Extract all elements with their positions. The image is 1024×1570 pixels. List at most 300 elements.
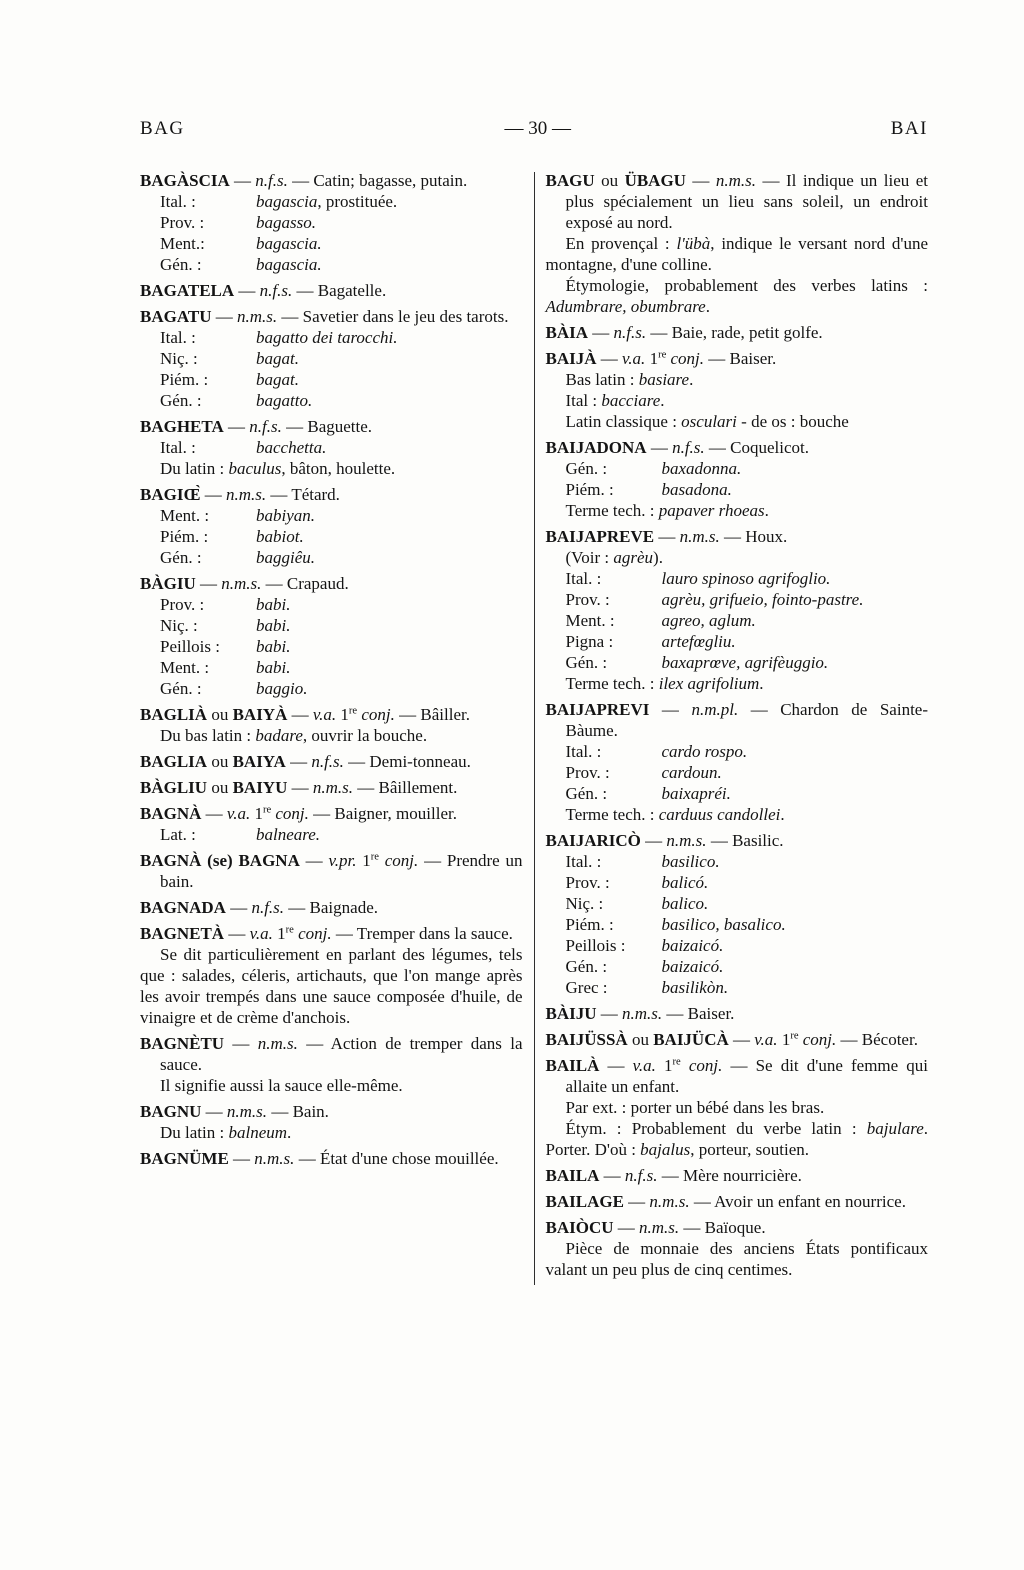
entry-headline	[140, 280, 523, 301]
language-label: Niç. :	[565, 894, 604, 913]
translation-value	[662, 568, 831, 589]
entry-headline	[140, 897, 523, 918]
translation-row	[140, 191, 523, 212]
text-run: —	[234, 281, 260, 300]
translation-value	[662, 741, 748, 762]
italic-term: v.a.	[226, 804, 251, 823]
italic-term: conj.	[384, 851, 419, 870]
text-run: —	[201, 1102, 227, 1121]
headword: BÀGLIU	[140, 778, 208, 797]
entry-note	[140, 1075, 523, 1096]
text-run: —	[287, 705, 313, 724]
language-label: Ital. :	[160, 192, 196, 211]
dictionary-entry	[140, 1033, 523, 1096]
translation-value	[256, 233, 322, 254]
text-run: — Baiser.	[662, 1004, 735, 1023]
text-run: , bâton, houlette.	[281, 459, 396, 478]
translation-row	[546, 851, 929, 872]
text-run: , ouvrir la bouche.	[302, 726, 428, 745]
language-label: Niç. :	[160, 616, 198, 635]
text-run: Ital :	[565, 391, 602, 410]
entry-note	[546, 1238, 929, 1280]
dictionary-entry	[140, 1101, 523, 1143]
translation-row	[140, 615, 523, 636]
italic-term: v.a.	[632, 1056, 656, 1075]
text-run: .	[780, 805, 785, 824]
italic-term: agreo, aglum.	[661, 611, 756, 630]
translation-row	[546, 872, 929, 893]
headword: BAGNADA	[140, 898, 226, 917]
running-header	[140, 118, 928, 140]
entry-headline	[140, 170, 523, 191]
translation-value	[256, 636, 290, 657]
headword: BÀIJU	[545, 1004, 597, 1023]
dictionary-entry	[140, 306, 523, 411]
translation-value	[256, 369, 299, 390]
language-label: Peillois :	[160, 637, 220, 656]
entry-note	[140, 1122, 523, 1143]
entry-note	[140, 725, 523, 746]
language-label: Gén. :	[160, 679, 202, 698]
entry-note	[546, 369, 929, 390]
italic-term: bagascia.	[256, 255, 322, 274]
text-run: —	[599, 1056, 633, 1075]
text-run: —	[588, 323, 614, 342]
translation-row	[140, 437, 523, 458]
italic-term: l'übà	[676, 234, 711, 253]
italic-term: conj.	[275, 804, 309, 823]
text-run: —	[224, 1034, 258, 1053]
language-label: Ment. :	[160, 658, 210, 677]
text-run: —	[646, 438, 673, 457]
text-run: — Crapaud.	[261, 574, 349, 593]
entry-headline	[546, 1191, 929, 1212]
column-divider-rule	[534, 172, 535, 1285]
text-run: — Baie, rade, petit golfe.	[646, 323, 823, 342]
ordinal-superscript: re	[262, 804, 272, 816]
translation-row	[546, 568, 929, 589]
text-run: — Coquelicot.	[704, 438, 810, 457]
translation-value	[662, 977, 729, 998]
translation-row	[140, 824, 523, 845]
italic-term: balicó.	[661, 873, 709, 892]
translation-value	[256, 678, 307, 699]
language-label: Prov. :	[160, 213, 205, 232]
text-run: Latin classique :	[565, 412, 682, 431]
italic-term: n.m.pl.	[691, 700, 739, 719]
italic-term: n.m.s.	[649, 1192, 690, 1211]
entry-note	[546, 275, 929, 317]
text-run: — Baïoque.	[679, 1218, 766, 1237]
text-run: —	[195, 574, 222, 593]
headword: BAGLIA	[140, 752, 208, 771]
italic-term: balneum	[228, 1123, 288, 1142]
language-label: Prov. :	[565, 873, 610, 892]
italic-term: v.a.	[249, 924, 273, 943]
entry-headline	[140, 1148, 523, 1169]
italic-term: n.m.s.	[639, 1218, 680, 1237]
text-run: Étym. : Probablement du verbe latin :	[565, 1119, 867, 1138]
entry-headline	[546, 1029, 929, 1050]
entry-headline	[546, 322, 929, 343]
dictionary-entry	[140, 850, 523, 892]
translation-row	[140, 594, 523, 615]
italic-term: conj.	[361, 705, 395, 724]
italic-term: lauro spinoso agrifoglio.	[661, 569, 831, 588]
text-run: ou	[207, 752, 233, 771]
entry-headline	[140, 803, 523, 824]
language-label: Grec :	[565, 978, 608, 997]
dictionary-entry	[140, 923, 523, 1028]
language-label: Gén. :	[160, 255, 202, 274]
text-run: .	[689, 370, 694, 389]
text-run: — Bagatelle.	[292, 281, 387, 300]
text-run: —	[225, 898, 252, 917]
dictionary-entry	[140, 484, 523, 568]
language-label: Gén. :	[160, 548, 202, 567]
text-run: —	[228, 1149, 255, 1168]
italic-term: bagascia	[256, 192, 318, 211]
entry-note	[546, 390, 929, 411]
language-label: Ment.:	[160, 234, 205, 253]
text-run: —	[285, 752, 312, 771]
translation-row	[546, 977, 929, 998]
text-run: — Baiser.	[704, 349, 777, 368]
italic-term: bagatto dei tarocchi.	[256, 328, 398, 347]
text-run: — Action de tremper dans la sauce.	[160, 1034, 523, 1074]
text-run: — Baigner, mouiller.	[308, 804, 457, 823]
entry-note	[546, 804, 929, 825]
translation-row	[546, 458, 929, 479]
text-run: 1	[250, 804, 263, 823]
italic-term: babiyan.	[256, 506, 316, 525]
text-run: —	[640, 831, 667, 850]
text-run: .	[660, 391, 665, 410]
entry-headline	[140, 1033, 523, 1075]
translation-value	[256, 212, 316, 233]
language-label: Piém. :	[160, 527, 209, 546]
language-label: Gén. :	[565, 459, 608, 478]
language-label: Ment. :	[565, 611, 615, 630]
text-run: —	[201, 804, 227, 823]
text-run: ou	[207, 705, 233, 724]
text-run: —	[599, 1166, 625, 1185]
entry-headline	[546, 437, 929, 458]
text-run: —	[685, 171, 716, 190]
entry-note	[140, 944, 523, 1028]
dictionary-entry	[546, 830, 929, 998]
dictionary-entry	[140, 897, 523, 918]
italic-term: n.f.s.	[251, 898, 285, 917]
text-run: 1	[777, 1030, 791, 1049]
translation-row	[546, 935, 929, 956]
entry-note	[546, 547, 929, 568]
headword: BAGNETÀ	[140, 924, 225, 943]
text-run: — Tétard.	[266, 485, 340, 504]
ordinal-superscript: re	[672, 1056, 681, 1068]
text-run: — Baignade.	[284, 898, 378, 917]
language-label: Prov. :	[565, 590, 610, 609]
headword: BÀGIU	[140, 574, 196, 593]
text-run	[681, 1056, 689, 1075]
headword: BAGLIÀ	[140, 705, 208, 724]
entry-note	[140, 458, 523, 479]
italic-term: balneare.	[256, 825, 321, 844]
headword: BAGU	[545, 171, 595, 190]
italic-term: n.m.s.	[226, 1102, 268, 1121]
text-run: .	[759, 674, 764, 693]
italic-term: baculus	[228, 459, 282, 478]
italic-term: bajulare	[866, 1119, 924, 1138]
entry-headline	[546, 830, 929, 851]
italic-term: conj.	[670, 349, 705, 368]
translation-row	[140, 678, 523, 699]
text-run: —	[613, 1218, 640, 1237]
italic-term: n.f.s.	[259, 281, 293, 300]
text-run: ou	[594, 171, 625, 190]
translation-row	[140, 526, 523, 547]
translation-value	[662, 893, 709, 914]
translation-value	[256, 254, 322, 275]
italic-term: cardo rospo.	[661, 742, 748, 761]
italic-term: conj.	[298, 924, 332, 943]
headword: BAIÒCU	[545, 1218, 614, 1237]
text-run: ).	[653, 548, 663, 567]
text-run: 1	[655, 1056, 673, 1075]
entry-note	[546, 673, 929, 694]
text-run: —	[229, 171, 256, 190]
dictionary-entry	[140, 416, 523, 479]
italic-term: n.f.s.	[249, 417, 282, 436]
translation-row	[140, 327, 523, 348]
entry-headline	[140, 850, 523, 892]
headword: BAGNÜME	[140, 1149, 229, 1168]
translation-value	[256, 547, 315, 568]
italic-term: papaver rhoeas	[658, 501, 765, 520]
entry-headline	[546, 699, 929, 741]
italic-term: conj.	[688, 1056, 723, 1075]
italic-term: baggio.	[256, 679, 308, 698]
text-run: —	[223, 417, 250, 436]
headword: BAIJAPREVI	[545, 700, 650, 719]
headword: BAIJÜSSÀ	[545, 1030, 628, 1049]
ordinal-superscript: re	[790, 1030, 799, 1042]
text-run: 1	[356, 851, 371, 870]
language-label: Gén. :	[565, 957, 608, 976]
text-run: — Bain.	[267, 1102, 329, 1121]
entry-headline	[140, 1101, 523, 1122]
headword: BAIJARICÒ	[545, 831, 641, 850]
italic-term: bagat.	[256, 370, 299, 389]
italic-term: basilikòn.	[661, 978, 729, 997]
language-label: Ital. :	[160, 438, 196, 457]
language-label: Ital. :	[565, 852, 602, 871]
entry-note	[546, 233, 929, 275]
italic-term: bagasso.	[256, 213, 316, 232]
italic-term: Adumbrare, obumbrare	[545, 297, 706, 316]
text-run: —	[299, 851, 329, 870]
italic-term: artefœgliu.	[661, 632, 736, 651]
translation-value	[662, 479, 732, 500]
italic-term: baxadonna.	[661, 459, 742, 478]
page-number: — 30 —	[504, 118, 571, 139]
headword: BAILAGE	[545, 1192, 624, 1211]
text-run: ou	[207, 778, 233, 797]
entry-note	[546, 500, 929, 521]
italic-term: baizaicó.	[661, 936, 724, 955]
italic-term: n.m.s.	[622, 1004, 663, 1023]
translation-row	[140, 657, 523, 678]
language-label: Piém. :	[160, 370, 209, 389]
translation-value	[256, 594, 290, 615]
italic-term: carduus candollei	[658, 805, 781, 824]
translation-value	[662, 610, 756, 631]
dictionary-entry	[140, 803, 523, 845]
entry-headline	[546, 1165, 929, 1186]
italic-term: babiot.	[256, 527, 304, 546]
language-label: Pigna :	[565, 632, 614, 651]
translation-value	[662, 956, 724, 977]
text-run: — Mère nourricière.	[657, 1166, 802, 1185]
language-label: Lat. :	[160, 825, 196, 844]
language-label: Piém. :	[565, 480, 614, 499]
entry-headline	[546, 1217, 929, 1238]
language-label: Ital. :	[160, 328, 196, 347]
text-run: — Baguette.	[281, 417, 373, 436]
entry-headline	[140, 923, 523, 944]
text-run: Du latin :	[160, 459, 229, 478]
headword: BAIJÀ	[545, 349, 597, 368]
headword: BAIYA	[232, 752, 286, 771]
ordinal-superscript: re	[285, 924, 294, 936]
italic-term: bagascia.	[256, 234, 322, 253]
italic-term: bagatto.	[256, 391, 313, 410]
italic-term: n.m.s.	[236, 307, 278, 326]
column-left	[140, 170, 523, 1285]
italic-term: n.m.s.	[679, 527, 720, 546]
italic-term: conj.	[802, 1030, 837, 1049]
text-run: Du latin :	[160, 1123, 229, 1142]
translation-value	[662, 783, 731, 804]
text-run: .	[705, 297, 710, 316]
text-run: .	[764, 501, 769, 520]
dictionary-entry	[546, 1217, 929, 1280]
translation-value	[256, 437, 326, 458]
dictionary-entry	[140, 751, 523, 772]
headword: BAIYÀ	[232, 705, 288, 724]
italic-term: osculari	[681, 412, 737, 431]
italic-term: n.f.s.	[255, 171, 288, 190]
text-run: —	[211, 307, 237, 326]
entry-headline	[140, 751, 523, 772]
headword: BAGÀSCIA	[140, 171, 230, 190]
translation-value	[256, 657, 290, 678]
text-run: — Chardon de Sainte-Bàume.	[565, 700, 928, 740]
italic-term: n.f.s.	[311, 752, 344, 771]
text-run: — Il indique un lieu et plus spécialement un lieu sans soleil, un endroit exposé au nord.	[565, 171, 929, 232]
translation-row	[140, 505, 523, 526]
dictionary-entry	[546, 1029, 929, 1050]
translation-row	[546, 762, 929, 783]
headword: BAGATELA	[140, 281, 235, 300]
italic-term: bacchetta.	[256, 438, 327, 457]
italic-term: bagat.	[256, 349, 299, 368]
translation-row	[546, 479, 929, 500]
page-content	[140, 170, 928, 1285]
translation-value	[662, 458, 742, 479]
text-run: —	[200, 485, 226, 504]
entry-headline	[140, 704, 523, 725]
italic-term: n.m.s.	[254, 1149, 295, 1168]
headword: BAIJAPREVE	[545, 527, 655, 546]
headword: BAIJADONA	[545, 438, 647, 457]
text-run: —	[654, 527, 680, 546]
italic-term: basilico.	[661, 852, 720, 871]
headword: BAGNÀ	[140, 804, 202, 823]
entry-headline	[140, 777, 523, 798]
text-run: Il signifie aussi la sauce elle-même.	[160, 1076, 403, 1095]
translation-value	[662, 589, 864, 610]
translation-value	[662, 652, 829, 673]
entry-headline	[546, 348, 929, 369]
translation-row	[140, 369, 523, 390]
headword: ÜBAGU	[624, 171, 686, 190]
italic-term: basadona.	[661, 480, 732, 499]
italic-term: babi.	[256, 658, 291, 677]
text-run: , indique le versant nord d'une montagne, d'une colline.	[545, 234, 928, 274]
headword: BAILA	[545, 1166, 600, 1185]
headword: BAGHETA	[140, 417, 224, 436]
header-right-catchword: BAI	[890, 118, 928, 139]
headword: BAILÀ	[545, 1056, 600, 1075]
text-run: Étymologie, probablement des verbes latins :	[565, 276, 928, 295]
text-run: — Demi-tonneau.	[343, 752, 471, 771]
italic-term: v.a.	[622, 349, 646, 368]
italic-term: basiare	[638, 370, 690, 389]
headword: BAGATU	[140, 307, 212, 326]
dictionary-entry	[140, 1148, 523, 1169]
text-run: —	[596, 1004, 623, 1023]
entry-headline	[546, 1003, 929, 1024]
italic-term: babi.	[256, 637, 291, 656]
language-label: Piém. :	[565, 915, 614, 934]
translation-value	[256, 327, 398, 348]
text-run: — Savetier dans le jeu des tarots.	[277, 307, 509, 326]
header-left-catchword: BAG	[140, 118, 185, 139]
text-run: — Bâillement.	[353, 778, 458, 797]
italic-term: n.m.s.	[221, 574, 262, 593]
language-label: Gén. :	[565, 653, 608, 672]
italic-term: v.a.	[754, 1030, 778, 1049]
translation-row	[546, 956, 929, 977]
headword: BAGNÀ (se) BAGNA	[140, 851, 300, 870]
translation-row	[140, 233, 523, 254]
translation-row	[546, 783, 929, 804]
translation-row	[140, 212, 523, 233]
dictionary-entry	[546, 437, 929, 521]
translation-row	[140, 348, 523, 369]
entry-note	[546, 1097, 929, 1118]
dictionary-entry	[546, 1003, 929, 1024]
entry-headline	[546, 170, 929, 233]
language-label: Prov. :	[565, 763, 610, 782]
translation-value	[256, 505, 315, 526]
italic-term: balico.	[661, 894, 709, 913]
text-run: - de os : bouche	[736, 412, 849, 431]
translation-value	[662, 631, 736, 652]
text-run: Se dit particulièrement en parlant des légumes, tels que : salades, céleris, artichauts, que l'on mange après les avoir trempés dans une sauce composée d'huile, de vinaigre et de crème d'anchois.	[140, 945, 523, 1027]
translation-row	[140, 636, 523, 657]
